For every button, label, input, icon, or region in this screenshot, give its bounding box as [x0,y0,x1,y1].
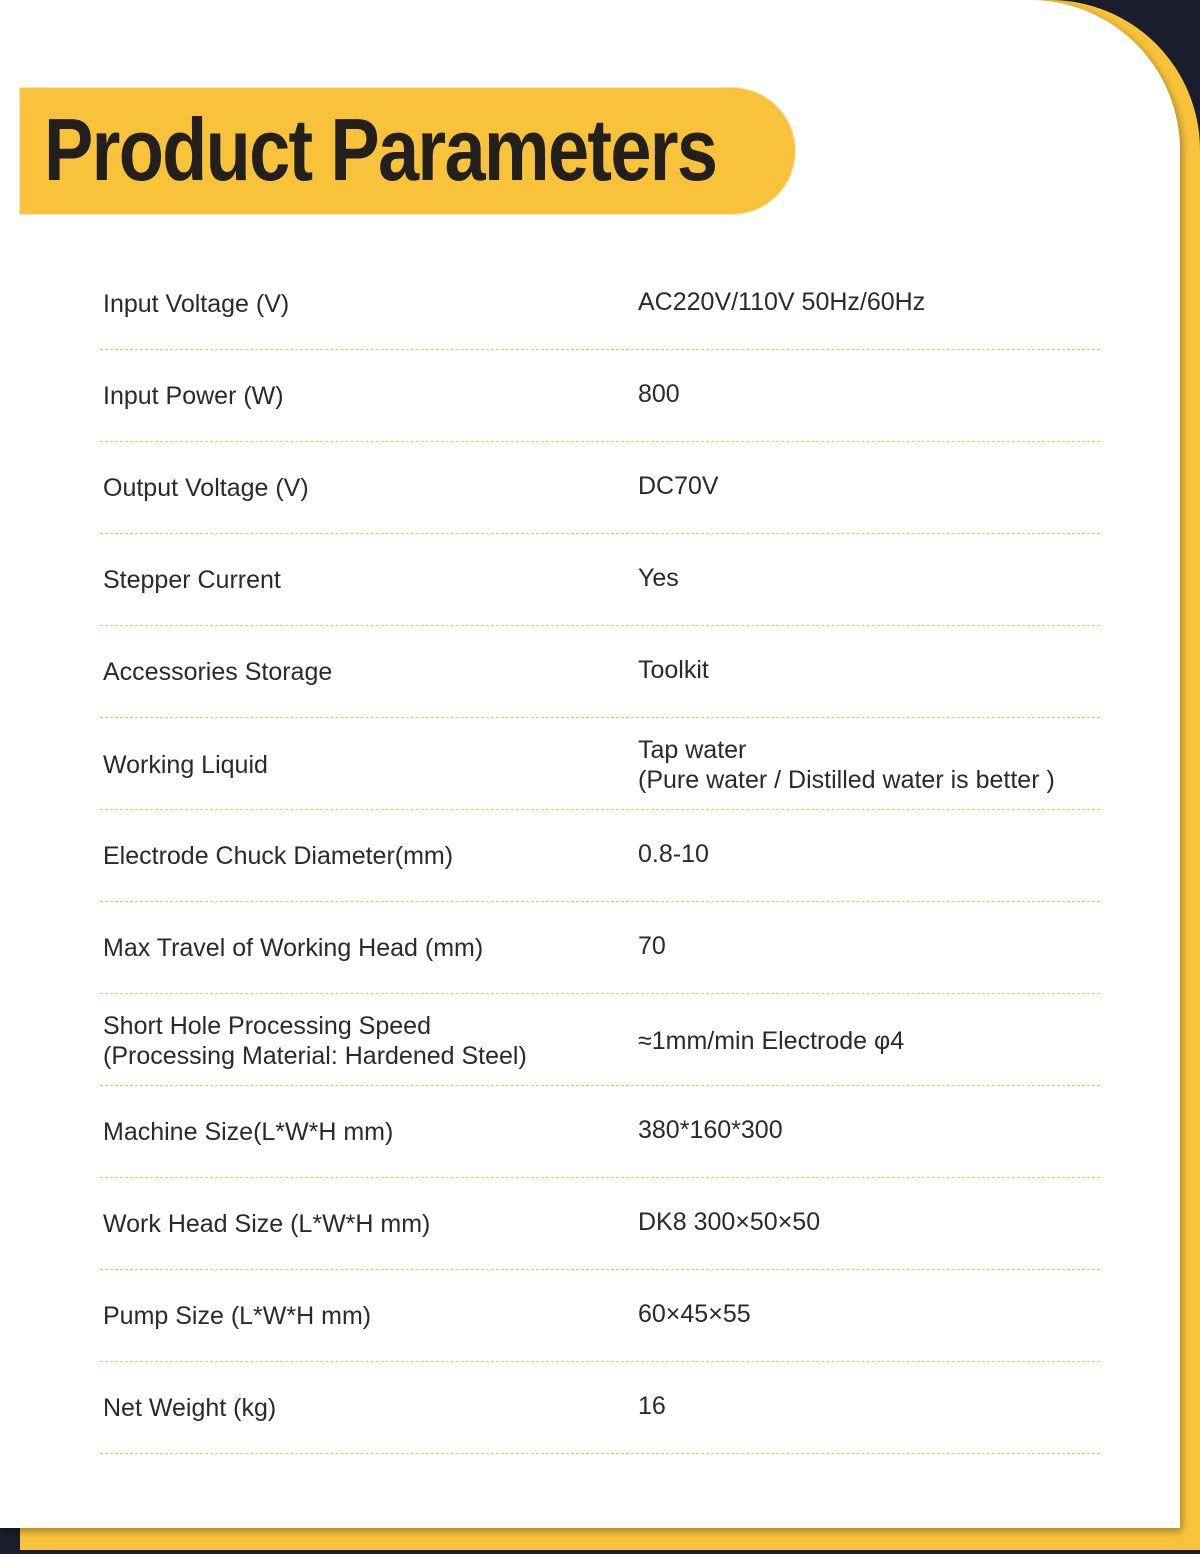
table-row [100,258,1100,350]
table-row [100,626,1100,718]
param-label: Max Travel of Working Head (mm) [103,933,484,962]
title-edge [0,88,20,214]
param-value: Yes [638,563,679,592]
param-label: Accessories Storage [103,657,333,686]
bottom-dark-strip [0,1550,1200,1554]
param-label: Pump Size (L*W*H mm) [103,1301,372,1330]
table-row [100,350,1100,442]
param-value: ≈1mm/min Electrode φ4 [638,1026,905,1055]
param-value: DC70V [638,471,719,500]
table-row [100,534,1100,626]
table-row [100,1362,1100,1454]
param-value: DK8 300×50×50 [638,1207,821,1236]
param-label: Electrode Chuck Diameter(mm) [103,841,454,870]
table-row [100,1086,1100,1178]
table-row [100,1270,1100,1362]
table-row [100,1178,1100,1270]
param-value: Toolkit [638,655,709,684]
param-label: Stepper Current [103,565,281,594]
param-label: Input Voltage (V) [103,289,290,318]
param-value: 16 [638,1391,666,1420]
param-value: 800 [638,379,680,408]
page-title: Product Parameters [44,100,717,199]
param-label: Short Hole Processing Speed (Processing Material: Hardened Steel) [103,1011,527,1070]
param-value: 0.8-10 [638,839,709,868]
parameters-table [100,258,1100,1454]
param-label: Working Liquid [103,750,268,779]
param-label: Output Voltage (V) [103,473,309,502]
table-row [100,718,1100,810]
table-row [100,994,1100,1086]
table-row [100,902,1100,994]
param-label: Work Head Size (L*W*H mm) [103,1209,431,1238]
param-value: Tap water (Pure water / Distilled water is better ) [638,735,1055,794]
param-value: AC220V/110V 50Hz/60Hz [638,287,926,316]
param-value: 60×45×55 [638,1299,751,1328]
param-label: Input Power (W) [103,381,284,410]
param-value: 380*160*300 [638,1115,783,1144]
table-row [100,810,1100,902]
param-label: Net Weight (kg) [103,1393,277,1422]
param-label: Machine Size(L*W*H mm) [103,1117,394,1146]
table-row [100,442,1100,534]
param-value: 70 [638,931,666,960]
